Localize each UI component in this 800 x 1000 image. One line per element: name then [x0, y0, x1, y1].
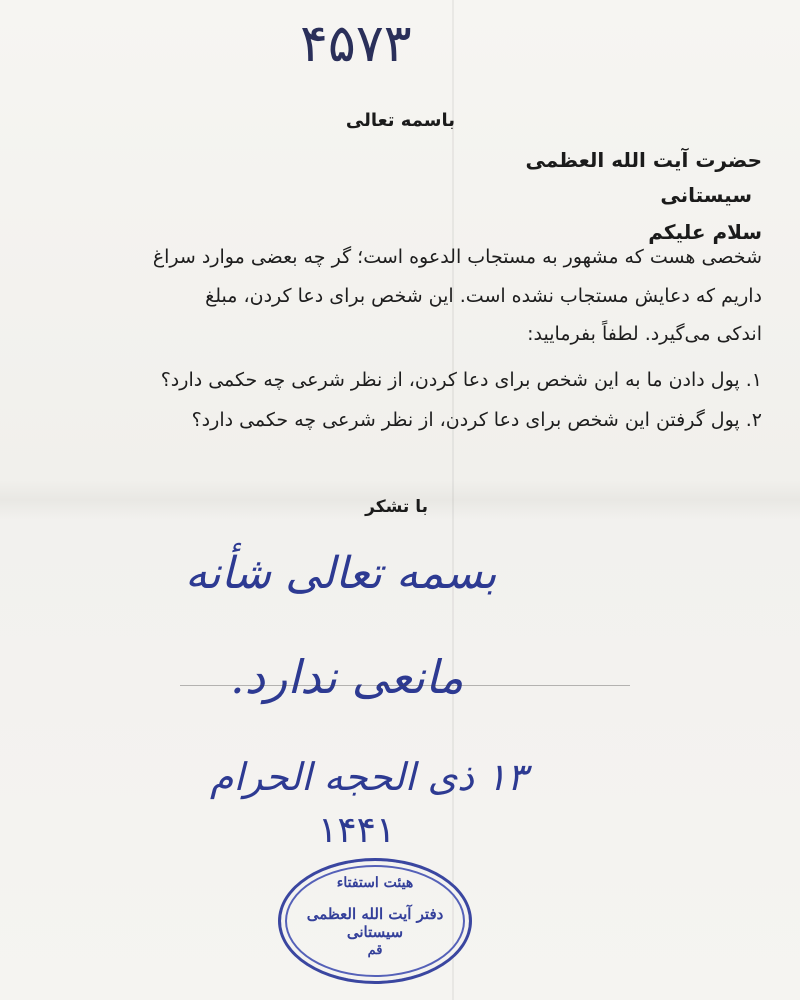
office-seal	[278, 858, 472, 984]
answer-year: ۱۴۴۱	[318, 810, 396, 851]
seal-line-2: دفتر آیت الله العظمی سیستانی	[306, 905, 444, 941]
addressee: حضرت آیت الله العظمی	[525, 148, 762, 172]
body-line-2: داریم که دعایش مستجاب نشده است. این شخص برای دعا کردن، مبلغ	[205, 285, 762, 307]
question-2: ۲. پول گرفتن این شخص برای دعا کردن، از نظر شرعی چه حکمی دارد؟	[191, 409, 762, 431]
greeting: سلام علیکم	[648, 220, 762, 244]
seal-line-1: هیئت استفتاء	[336, 875, 414, 891]
body-line-1: شخصی هست که مشهور به مستجاب الدعوه است؛ گر چه بعضی موارد سراغ	[152, 246, 762, 268]
body-line-3: اندکی می‌گیرد. لطفاً بفرمایید:	[527, 323, 762, 345]
answer-basmala: بسمه تعالی شأنه	[185, 548, 497, 599]
reference-number: ۴۵۷۳	[300, 14, 412, 74]
basmala: باسمه تعالی	[345, 110, 455, 131]
answer-date: ۱۳ ذی الحجه الحرام	[210, 755, 528, 799]
paper-fold	[452, 0, 454, 1000]
question-1: ۱. پول دادن ما به این شخص برای دعا کردن، از نظر شرعی چه حکمی دارد؟	[160, 369, 762, 391]
seal-line-3: قم	[367, 943, 383, 958]
answer-ruling: مانعی ندارد.	[230, 650, 464, 704]
closing: با تشکر	[365, 497, 428, 517]
ruled-line	[180, 685, 630, 686]
addressee-line2: سیستانی	[660, 183, 752, 207]
